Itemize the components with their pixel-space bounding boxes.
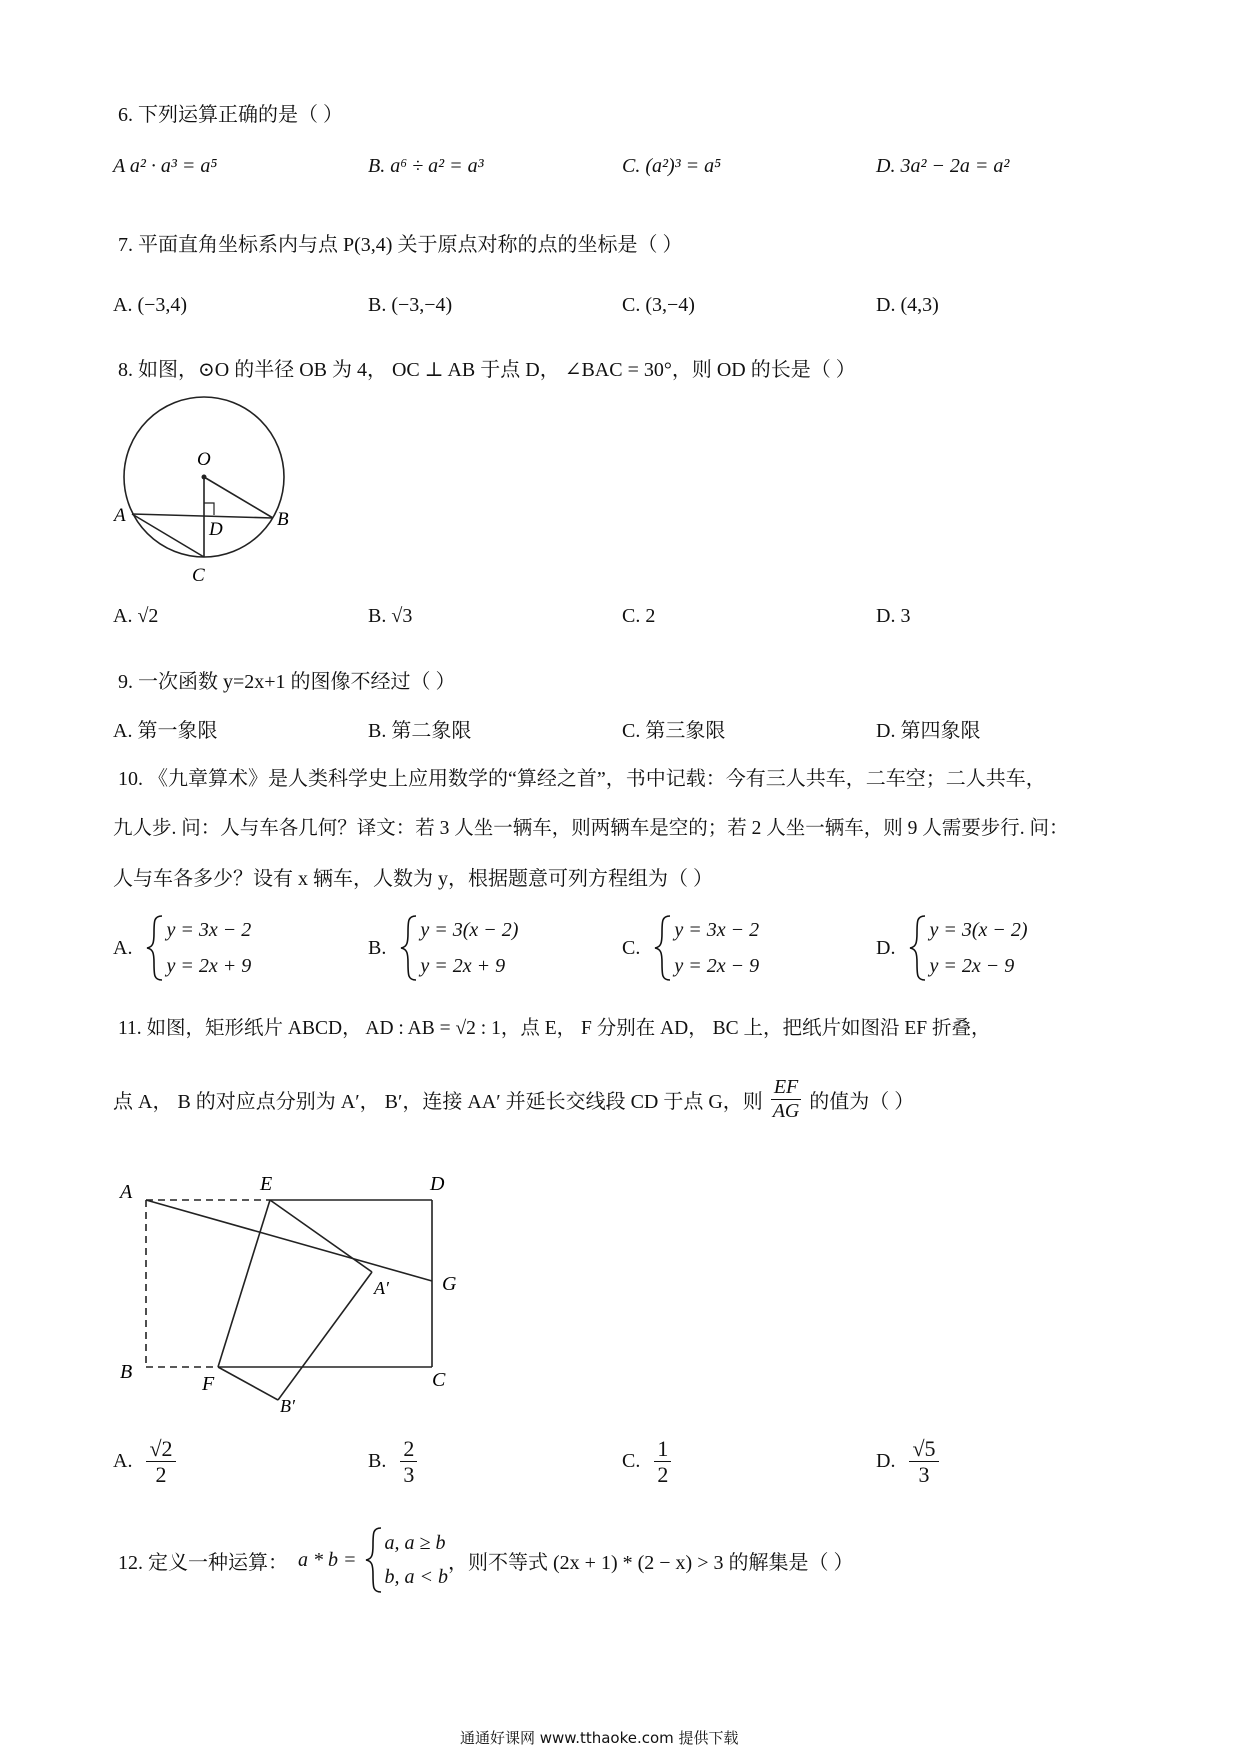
label-e: E	[260, 1173, 273, 1195]
q7-option-a: A. (−3,4)	[113, 294, 188, 316]
q6-option-d: D. 3a² − 2a = a²	[876, 155, 1010, 177]
label-c: C	[432, 1369, 446, 1391]
label-o: O	[197, 449, 211, 470]
q11-option-c-numerator: 1	[654, 1436, 671, 1462]
q11-option-a	[113, 1436, 176, 1488]
q8-option-d: D. 3	[876, 605, 911, 627]
label-b: B	[120, 1361, 133, 1383]
q6-stem: 6. 下列运算正确的是（ ）	[118, 104, 343, 126]
brace-icon	[652, 913, 674, 983]
q11-option-c-denominator: 2	[657, 1462, 669, 1488]
q9-option-b: B. 第二象限	[368, 720, 472, 742]
q11-fraction-denominator: AG	[772, 1100, 800, 1122]
q11-option-c	[622, 1436, 671, 1488]
label-a: A	[114, 505, 126, 526]
q10-line-2: 九人步. 问：人与车各几何？译文：若 3 人坐一辆车，则两辆车是空的；若 2 人坐一辆车，则 9 人需要步行. 问：	[113, 818, 1069, 839]
q8-option-c: C. 2	[622, 605, 656, 627]
q11-option-b-fraction	[400, 1436, 417, 1488]
segment-ac	[132, 514, 204, 557]
q11-option-b-numerator: 2	[400, 1436, 417, 1462]
label-b-prime: B′	[280, 1396, 295, 1416]
q11-option-a-numerator: √2	[146, 1436, 175, 1462]
q10-option-b-label: B.	[368, 936, 387, 959]
label-g: G	[442, 1273, 457, 1295]
q9-option-d: D. 第四象限	[876, 720, 981, 742]
brace-icon	[398, 913, 420, 983]
q12-pre: 12. 定义一种运算：	[118, 1551, 288, 1574]
label-a: A	[120, 1181, 133, 1203]
q10-option-a-eq2: y = 2x + 9	[166, 955, 252, 977]
q6-option-c: C. (a²)³ = a⁵	[622, 155, 722, 177]
q10-option-d-label: D.	[876, 936, 896, 959]
q10-option-b-eq1: y = 3(x − 2)	[420, 919, 519, 941]
q8-circle-figure	[110, 385, 310, 585]
q10-option-a-eq1: y = 3x − 2	[166, 919, 252, 941]
q7-option-c: C. (3,−4)	[622, 294, 695, 316]
segment-ab	[132, 514, 273, 518]
q11-line-2	[113, 1076, 914, 1123]
q10-option-a	[113, 912, 251, 984]
q11-rectangle-figure	[110, 1160, 470, 1420]
segment-a1b1	[278, 1272, 372, 1400]
q7-option-b: B. (−3,−4)	[368, 294, 453, 316]
q10-line-1: 10. 《九章算术》是人类科学史上应用数学的“算经之首”，书中记载：今有三人共车，二车空；二人共车，	[118, 768, 1046, 790]
q10-option-d-eq1: y = 3(x − 2)	[929, 919, 1028, 941]
q11-option-a-denominator: 2	[155, 1462, 167, 1488]
q10-option-d	[876, 912, 1028, 984]
q12-post: ，则不等式 (2x + 1) * (2 − x) > 3 的解集是（ ）	[448, 1551, 854, 1574]
segment-ef	[218, 1200, 270, 1367]
q12-case-2: b, a < b	[384, 1566, 448, 1588]
q11-option-b	[368, 1436, 417, 1488]
label-b: B	[277, 509, 289, 530]
q10-option-c-label: C.	[622, 936, 641, 959]
q11-line-2-pre: 点 A， B 的对应点分别为 A′， B′，连接 AA′ 并延长交线段 CD 于点 G，则	[113, 1091, 763, 1113]
label-c: C	[192, 565, 205, 585]
q9-stem: 9. 一次函数 y=2x+1 的图像不经过（ ）	[118, 671, 456, 693]
segment-ag	[146, 1200, 432, 1281]
q10-option-c-eq2: y = 2x − 9	[674, 955, 760, 977]
q8-option-a: A. √2	[113, 605, 159, 627]
q9-option-a: A. 第一象限	[113, 720, 218, 742]
q11-option-c-label: C.	[622, 1450, 641, 1473]
q10-option-b-eq2: y = 2x + 9	[420, 955, 506, 977]
q6-option-b: B. a⁶ ÷ a² = a³	[368, 155, 484, 177]
q10-option-b	[368, 912, 518, 984]
q11-option-d-label: D.	[876, 1450, 896, 1473]
q11-option-d-denominator: 3	[918, 1462, 930, 1488]
q11-option-d	[876, 1436, 939, 1488]
q10-line-3: 人与车各多少？设有 x 辆车，人数为 y，根据题意可列方程组为（ ）	[113, 868, 713, 890]
q12-case-1: a, a ≥ b	[384, 1532, 446, 1554]
q10-option-a-label: A.	[113, 936, 133, 959]
right-angle-mark	[204, 503, 214, 515]
page-footer: 通通好课网 www.tthaoke.com 提供下载	[460, 1729, 739, 1747]
q11-option-c-fraction	[654, 1436, 671, 1488]
q12-stem	[118, 1525, 853, 1595]
q11-option-d-numerator: √5	[909, 1436, 938, 1462]
q11-option-a-label: A.	[113, 1450, 133, 1473]
q8-option-b: B. √3	[368, 605, 413, 627]
brace-icon	[907, 913, 929, 983]
q11-fraction	[771, 1076, 801, 1123]
label-d: D	[209, 519, 223, 540]
center-point	[202, 475, 207, 480]
q10-option-c-eq1: y = 3x − 2	[674, 919, 760, 941]
label-d: D	[430, 1173, 445, 1195]
q12-lhs: a * b =	[298, 1548, 357, 1571]
segment-ea1	[270, 1200, 372, 1272]
q10-option-d-eq2: y = 2x − 9	[929, 955, 1015, 977]
q11-line-2-post: 的值为（ ）	[809, 1091, 915, 1113]
brace-icon	[144, 913, 166, 983]
q11-option-d-fraction	[909, 1436, 938, 1488]
q7-stem: 7. 平面直角坐标系内与点 P(3,4) 关于原点对称的点的坐标是（ ）	[118, 234, 683, 256]
q6-option-a: A a² · a³ = a⁵	[113, 155, 218, 177]
label-a-prime: A′	[374, 1278, 389, 1298]
q11-fraction-numerator: EF	[771, 1076, 801, 1100]
q11-option-b-denominator: 3	[403, 1462, 415, 1488]
q11-option-b-label: B.	[368, 1450, 387, 1473]
segment-b1f	[218, 1367, 278, 1400]
q11-line-1: 11. 如图，矩形纸片 ABCD， AD : AB = √2 : 1，点 E， F 分别在 AD， BC 上，把纸片如图沿 EF 折叠，	[118, 1018, 991, 1039]
q8-stem: 8. 如图，⊙O 的半径 OB 为 4， OC ⊥ AB 于点 D， ∠BAC = 30°，则 OD 的长是（ ）	[118, 359, 856, 381]
q9-option-c: C. 第三象限	[622, 720, 726, 742]
q11-option-a-fraction	[146, 1436, 175, 1488]
label-f: F	[202, 1373, 215, 1395]
q7-option-d: D. (4,3)	[876, 294, 939, 316]
q10-option-c	[622, 912, 759, 984]
brace-icon	[363, 1525, 385, 1595]
